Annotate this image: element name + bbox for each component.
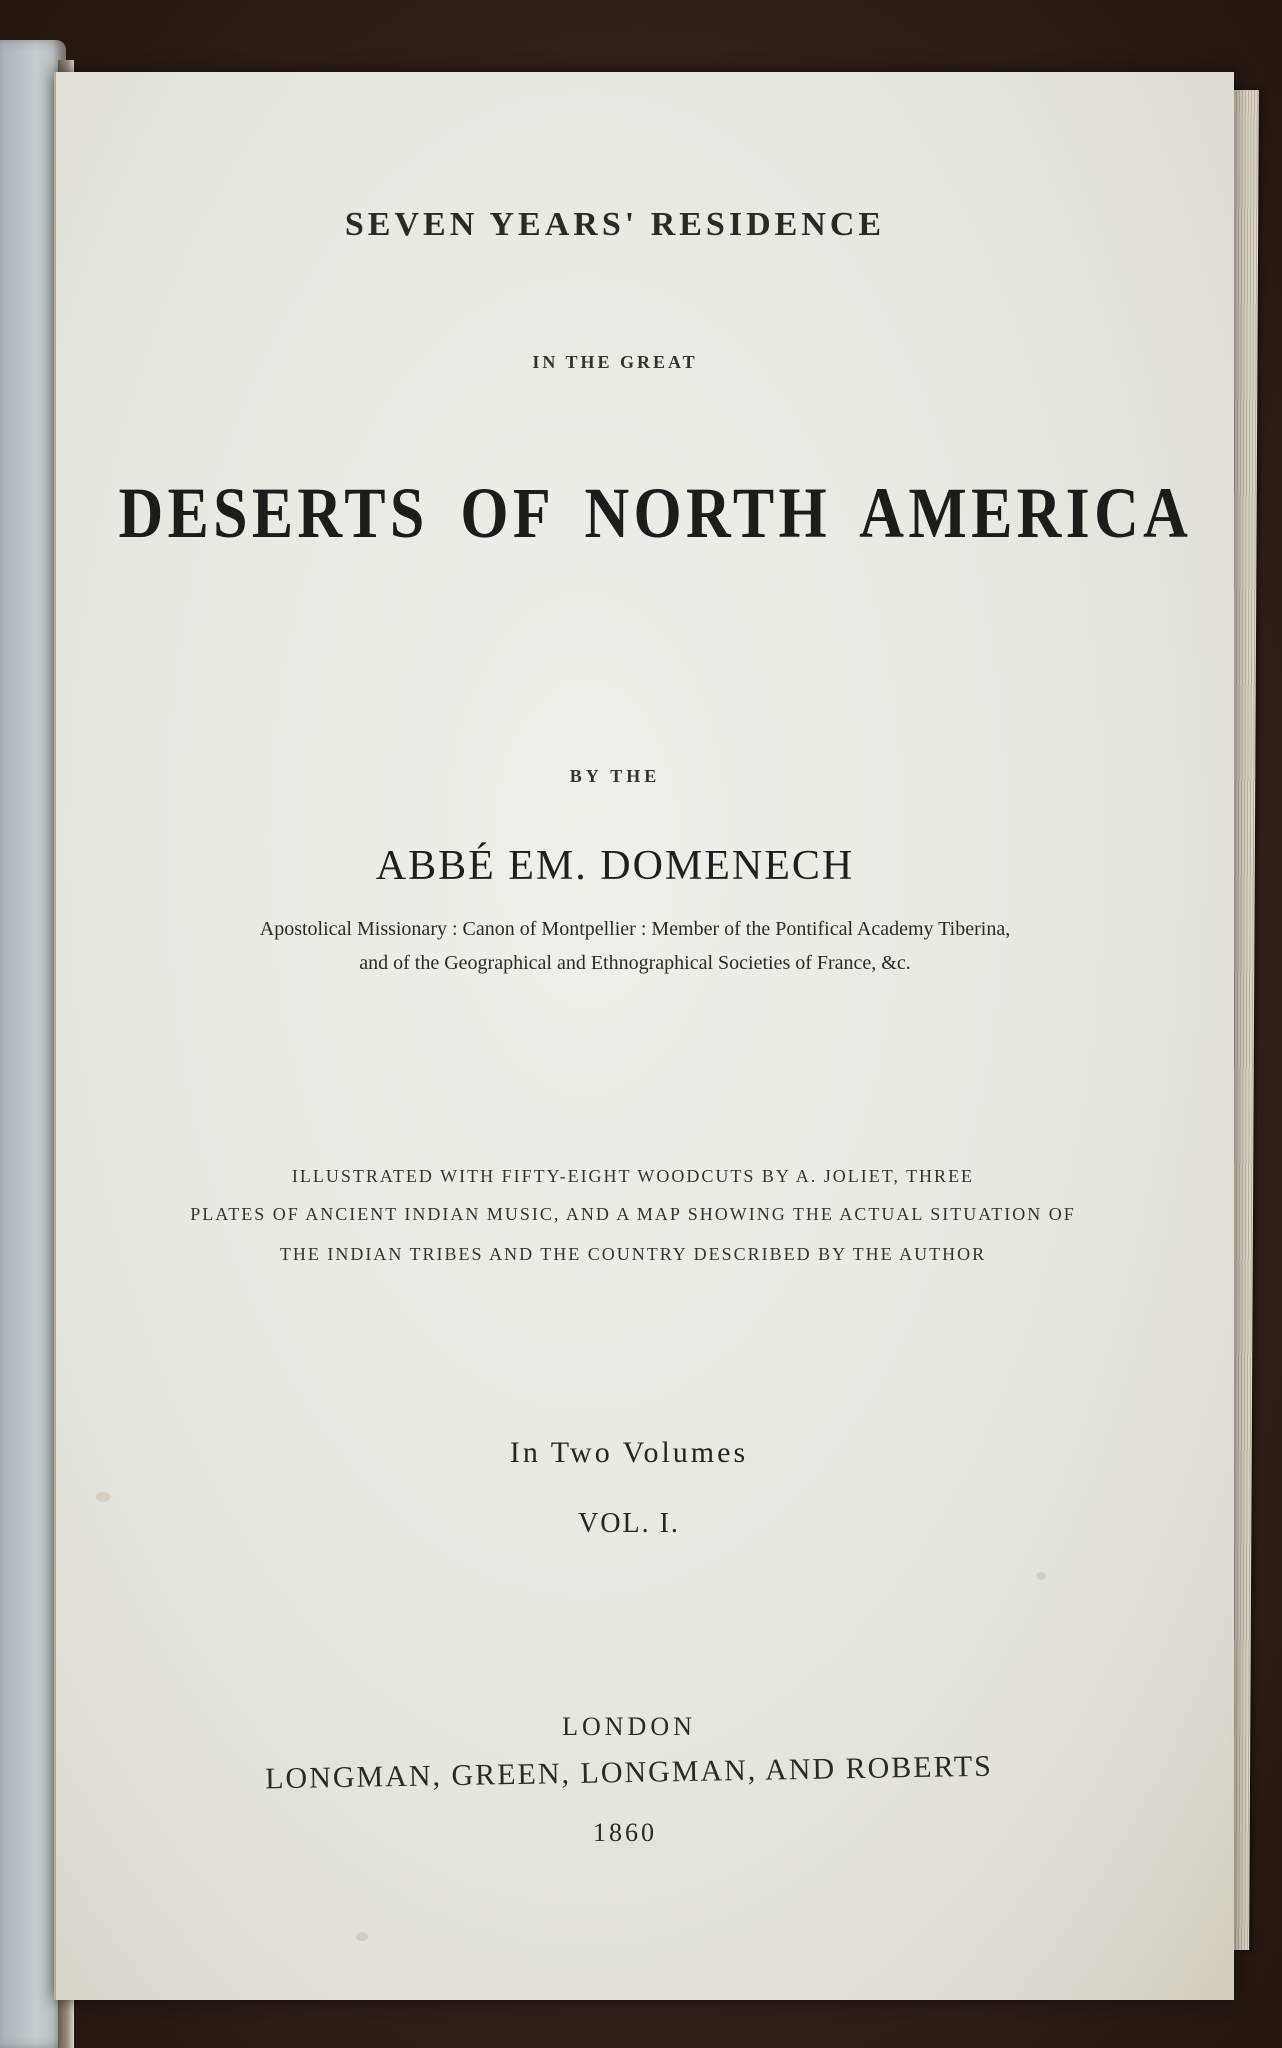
author-credentials-line-1: Apostolical Missionary : Canon of Montpellier : Member of the Pontifical Academy Tiberina,	[259, 918, 1011, 940]
title-line-in-the-great: IN THE GREAT	[532, 352, 698, 372]
foxing-spot	[1036, 1572, 1046, 1580]
illustration-note-line-3: THE INDIAN TRIBES AND THE COUNTRY DESCRIBED BY THE AUTHOR	[279, 1244, 987, 1264]
publication-city: LONDON	[562, 1712, 696, 1741]
volume-number: VOL. I.	[578, 1508, 680, 1539]
illustration-note-line-2: PLATES OF ANCIENT INDIAN MUSIC, AND A MAP SHOWING THE ACTUAL SITUATION OF	[190, 1204, 1076, 1224]
title-line-seven-years: SEVEN YEARS' RESIDENCE	[344, 206, 886, 243]
publication-year: 1860	[593, 1818, 657, 1847]
publisher-name: LONGMAN, GREEN, LONGMAN, AND ROBERTS	[264, 1749, 994, 1796]
by-line: BY THE	[569, 766, 661, 786]
author-credentials-line-2: and of the Geographical and Ethnographical Societies of France, &c.	[359, 952, 911, 974]
illustration-note-line-1: ILLUSTRATED WITH FIFTY-EIGHT WOODCUTS BY A. JOLIET, THREE	[291, 1166, 975, 1186]
volumes-note: In Two Volumes	[509, 1436, 749, 1469]
main-title: DESERTS OF NORTH AMERICA	[118, 473, 1193, 553]
author-name: ABBÉ EM. DOMENECH	[375, 843, 855, 889]
foxing-spot	[96, 1492, 110, 1502]
title-page	[54, 72, 1234, 2000]
foxing-spot	[356, 1932, 368, 1941]
